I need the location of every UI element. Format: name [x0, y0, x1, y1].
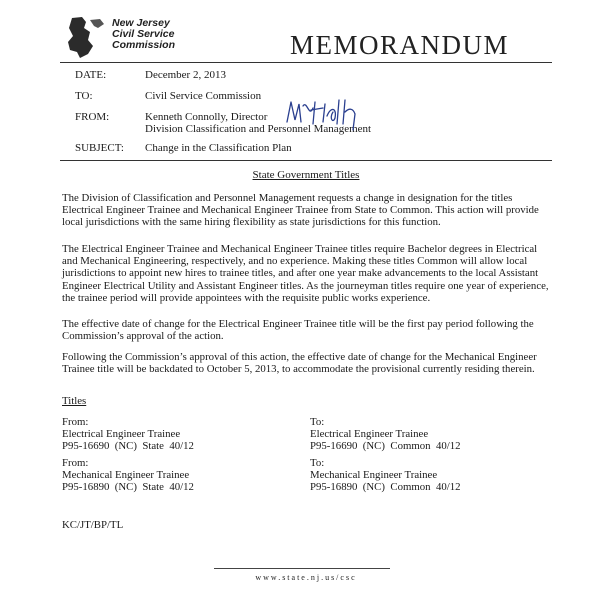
- subject-label: SUBJECT:: [75, 142, 124, 154]
- to-label: To:: [310, 457, 325, 469]
- from-label: From:: [62, 457, 89, 469]
- to-code: P95-16690 (NC) Common 40/12: [310, 440, 461, 452]
- to-value: Civil Service Commission: [145, 90, 262, 102]
- initials: KC/JT/BP/TL: [62, 519, 124, 531]
- paragraph-3: The effective date of change for the Electrical Engineer Trainee title will be the first pay period following the Commission’s approval of the action.: [62, 318, 534, 343]
- section-title: State Government Titles: [252, 169, 360, 181]
- header-rule-bottom: [60, 160, 552, 161]
- to-title: Electrical Engineer Trainee: [310, 428, 429, 440]
- to-code: P95-16890 (NC) Common 40/12: [310, 481, 461, 493]
- to-label: TO:: [75, 90, 93, 102]
- from-label: FROM:: [75, 111, 110, 123]
- nj-state-silhouette-icon: [60, 14, 116, 60]
- to-title: Mechanical Engineer Trainee: [310, 469, 438, 481]
- from-label: From:: [62, 416, 89, 428]
- date-value: December 2, 2013: [145, 69, 226, 81]
- from-code: P95-16890 (NC) State 40/12: [62, 481, 194, 493]
- title-change-2-from: [62, 457, 194, 493]
- logo-wordmark: [112, 18, 175, 51]
- from-title: Electrical Engineer Trainee: [62, 428, 181, 440]
- paragraph-2: The Electrical Engineer Trainee and Mechanical Engineer Trainee titles require Bachelor degrees in Electrical and Mechanical Engineering, respectively, and no experience. Making these titles Common will allow local jurisdictions to appoint new hires to trainee titles, and after one year make advancements to the local Assistant Engineer Electrical Utility and Assistant Engineer titles. As the journeyman titles require one year of experience, the trainee period will provide appointees with the requisite public works experience.: [62, 243, 549, 304]
- date-label: DATE:: [75, 69, 107, 81]
- header-rule-top: [60, 62, 552, 63]
- paragraph-4: Following the Commission’s approval of this action, the effective date of change for the Mechanical Engineer Trainee title will be backdated to October 5, 2013, to accommodate the provisional currently residing therein.: [62, 351, 537, 376]
- logo-line-3: Commission: [112, 39, 176, 51]
- memo-title: MEMORANDUM: [290, 30, 510, 60]
- footer-url: www.state.nj.us/csc: [255, 573, 357, 582]
- from-code: P95-16690 (NC) State 40/12: [62, 440, 194, 452]
- logo-line-2: Civil Service: [112, 28, 175, 40]
- from-division: Division Classification and Personnel Management: [145, 123, 372, 135]
- from-title: Mechanical Engineer Trainee: [62, 469, 190, 481]
- title-change-1-to: [310, 416, 461, 452]
- logo: [60, 14, 200, 64]
- title-change-1-from: [62, 416, 194, 452]
- paragraph-1: The Division of Classification and Personnel Management requests a change in designation for the titles Electrical Engineer Trainee and Mechanical Engineer Trainee from State to Common. This action will provide local jurisdictions with the same hiring flexibility as state jurisdictions for this function.: [62, 192, 539, 229]
- subject-value: Change in the Classification Plan: [145, 142, 292, 154]
- titles-heading: Titles: [62, 395, 87, 407]
- from-name: Kenneth Connolly, Director: [145, 111, 268, 123]
- signature-mark: [283, 96, 363, 132]
- to-label: To:: [310, 416, 325, 428]
- title-change-2-to: [310, 457, 461, 493]
- logo-line-1: New Jersey: [112, 17, 170, 29]
- footer-rule: [214, 568, 390, 569]
